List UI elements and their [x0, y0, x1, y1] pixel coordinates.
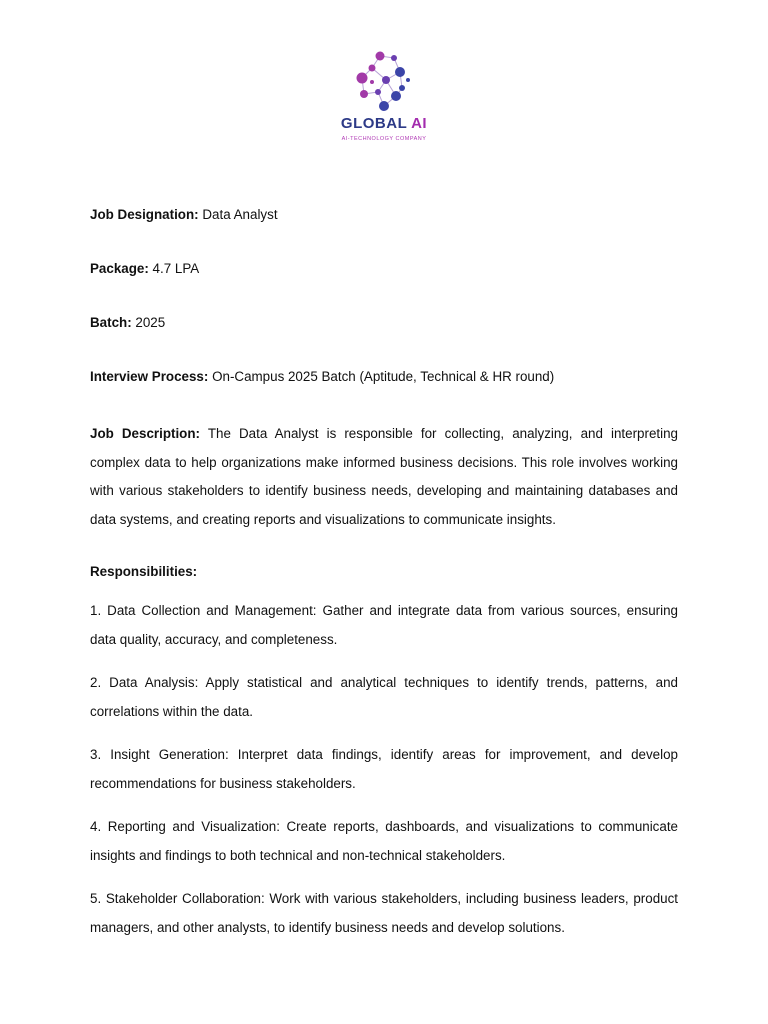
job-designation-value: Data Analyst — [202, 207, 278, 222]
brand-name-part2: AI — [411, 115, 428, 132]
network-nodes-icon — [342, 50, 426, 114]
responsibilities-heading: Responsibilities: — [90, 564, 198, 579]
interview-process-label: Interview Process: — [90, 369, 209, 384]
batch — [90, 312, 678, 334]
batch-value: 2025 — [135, 315, 166, 330]
list-item: 4. Reporting and Visualization: Create reports, dashboards, and visualizations to communicate insights and findings to both technical and non-technical stakeholders. — [90, 819, 678, 863]
job-designation — [90, 204, 678, 226]
brand-name-part1: GLOBAL — [340, 115, 407, 132]
brand-tagline: AI-TECHNOLOGY COMPANY — [341, 136, 427, 142]
job-designation-label: Job Designation: — [90, 207, 199, 222]
job-description — [90, 420, 678, 534]
interview-process-value: On-Campus 2025 Batch (Aptitude, Technical & HR round) — [212, 369, 555, 384]
job-description-label: Job Description: — [90, 426, 200, 441]
package-label: Package: — [90, 261, 149, 276]
package — [90, 258, 678, 280]
package-value: 4.7 LPA — [152, 261, 200, 276]
brand-name — [310, 115, 458, 132]
company-logo — [310, 46, 458, 150]
responsibilities-list — [90, 597, 678, 942]
batch-label: Batch: — [90, 315, 132, 330]
document-body — [90, 204, 678, 957]
list-item: 1. Data Collection and Management: Gather and integrate data from various sources, ensuring data quality, accuracy, and completeness. — [90, 603, 678, 647]
list-item: 3. Insight Generation: Interpret data findings, identify areas for improvement, and develop recommendations for business stakeholders. — [90, 747, 678, 791]
job-description-text: The Data Analyst is responsible for collecting, analyzing, and interpreting complex data to help organizations make informed business decisions. This role involves working with various stakeholders to identify business needs, developing and maintaining databases and data systems, and creating reports and visualizations to communicate insights. — [90, 426, 678, 527]
list-item: 5. Stakeholder Collaboration: Work with various stakeholders, including business leaders, product managers, and other analysts, to identify business needs and develop solutions. — [90, 891, 678, 935]
interview-process — [90, 366, 678, 388]
list-item: 2. Data Analysis: Apply statistical and analytical techniques to identify trends, patterns, and correlations within the data. — [90, 675, 678, 719]
